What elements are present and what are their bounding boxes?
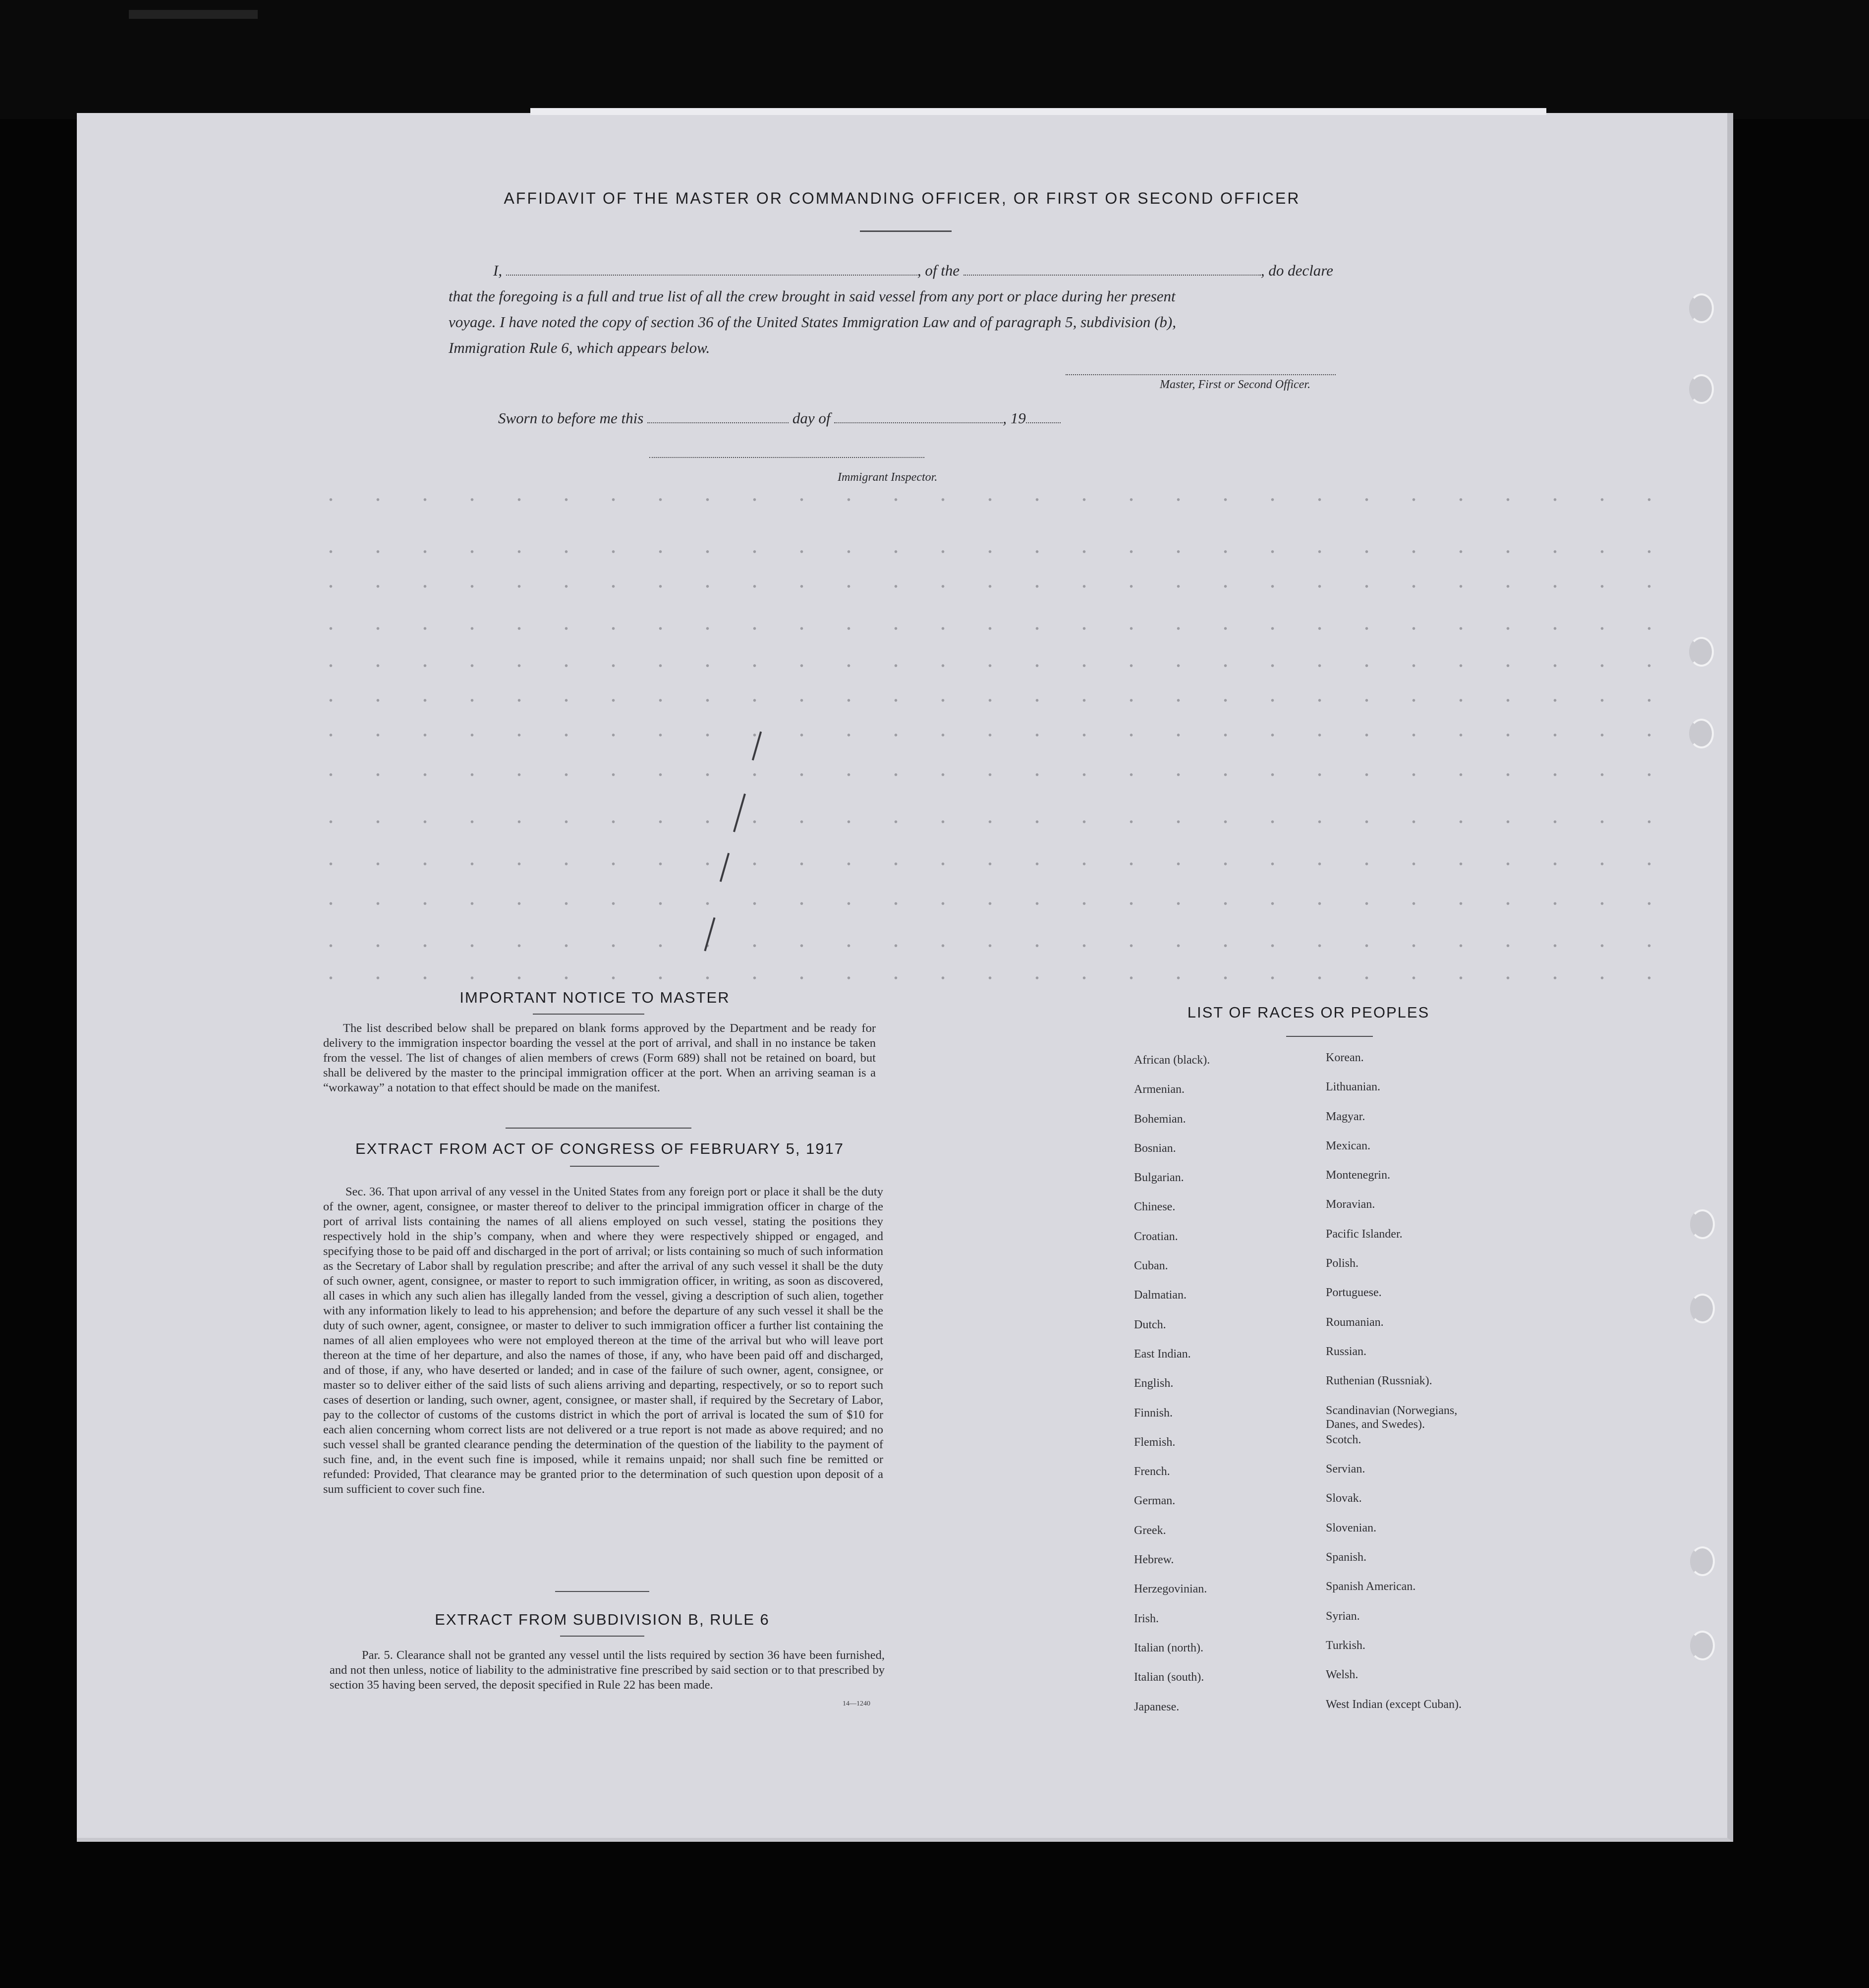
- binder-hole: [1689, 374, 1714, 404]
- scan-smudge: [129, 10, 258, 19]
- bleed-through-row: [307, 976, 1670, 979]
- race-item: Magyar.: [1326, 1110, 1365, 1123]
- race-item: Dalmatian.: [1134, 1289, 1187, 1302]
- declare-label: , do declare: [1260, 262, 1333, 279]
- races-column-1: [1134, 1053, 1303, 1729]
- race-item: Roumanian.: [1326, 1315, 1384, 1329]
- race-item: Spanish.: [1326, 1551, 1367, 1564]
- races-column-2: [1326, 1051, 1514, 1727]
- race-item: Slovak.: [1326, 1492, 1362, 1505]
- race-item: Lithuanian.: [1326, 1080, 1380, 1094]
- inspector-signature-label: Immigrant Inspector.: [838, 471, 938, 484]
- sworn-month-field[interactable]: [834, 410, 1003, 423]
- affidavit-i-label: I,: [493, 262, 503, 279]
- bleed-through-row: [307, 585, 1670, 588]
- affidavit-title: AFFIDAVIT OF THE MASTER OR COMMANDING OFFICER, OR FIRST OR SECOND OFFICER: [504, 189, 1301, 207]
- race-item: Slovenian.: [1326, 1521, 1376, 1534]
- binder-hole: [1690, 1294, 1715, 1323]
- race-item: Moravian.: [1326, 1198, 1375, 1211]
- race-item: Flemish.: [1134, 1435, 1176, 1449]
- bleed-through-row: [307, 820, 1670, 823]
- races-heading: LIST OF RACES OR PEOPLES: [1187, 1004, 1430, 1021]
- bleed-through-row: [307, 550, 1670, 553]
- race-item: Portuguese.: [1326, 1286, 1382, 1300]
- race-item: Welsh.: [1326, 1668, 1359, 1682]
- race-item: Japanese.: [1134, 1700, 1180, 1713]
- rule-extract-rule: [560, 1636, 644, 1637]
- race-item: Ruthenian (Russniak).: [1326, 1374, 1432, 1388]
- binder-hole: [1689, 719, 1714, 748]
- bleed-through-row: [307, 664, 1670, 667]
- affidavit-line-2: that the foregoing is a full and true list of all the crew brought in said vessel from any port or place during her present: [449, 287, 1176, 305]
- bleed-through-row: [307, 734, 1670, 737]
- master-signature-field[interactable]: [1066, 374, 1336, 375]
- race-item: Greek.: [1134, 1524, 1166, 1537]
- race-item: Bosnian.: [1134, 1141, 1176, 1155]
- race-item: Finnish.: [1134, 1406, 1173, 1420]
- race-item: Spanish American.: [1326, 1580, 1416, 1593]
- bleed-through-row: [307, 862, 1670, 865]
- of-the-label: , of the: [917, 262, 960, 279]
- race-item: West Indian (except Cuban).: [1326, 1698, 1462, 1711]
- races-rule: [1286, 1036, 1373, 1037]
- act-extract-rule: [570, 1166, 659, 1167]
- race-item: Mexican.: [1326, 1139, 1370, 1152]
- binder-hole: [1689, 637, 1714, 667]
- race-item: Scotch.: [1326, 1433, 1361, 1446]
- race-item: Cuban.: [1134, 1259, 1168, 1273]
- sworn-day-field[interactable]: [647, 410, 789, 423]
- bleed-through-row: [307, 902, 1670, 905]
- race-item: Armenian.: [1134, 1083, 1185, 1096]
- race-item: Bohemian.: [1134, 1112, 1186, 1126]
- race-item: Korean.: [1326, 1051, 1364, 1064]
- race-item: Italian (south).: [1134, 1671, 1204, 1684]
- sworn-label: Sworn to before me this: [498, 409, 644, 427]
- vessel-name-field[interactable]: [963, 263, 1261, 276]
- affidavit-line-3: voyage. I have noted the copy of section 36 of the United States Immigration Law and of paragraph 5, subdivision (b),: [449, 313, 1176, 331]
- race-item: Russian.: [1326, 1345, 1367, 1358]
- bleed-through-row: [307, 944, 1670, 947]
- sworn-line: [498, 409, 1061, 427]
- officer-name-field[interactable]: [506, 263, 917, 276]
- form-number: 14—1240: [843, 1700, 870, 1707]
- race-item: Turkish.: [1326, 1639, 1365, 1652]
- race-item: East Indian.: [1134, 1347, 1191, 1361]
- rule-extract-heading: EXTRACT FROM SUBDIVISION B, RULE 6: [435, 1611, 770, 1628]
- notice-divider: [506, 1128, 691, 1129]
- scan-background: [0, 0, 1869, 119]
- notice-text: The list described below shall be prepared on blank forms approved by the Department and be ready for delivery to the immigration inspector boarding the vessel at the port of arrival, and shall in no instance be taken from the vessel. The list of changes of alien members of crews (Form 689) shall not be retained on board, but shall be delivered by the master to the principal immigration officer at the port. When an arriving seaman is a “workaway” a notation to that effect should be made on the manifest.: [323, 1022, 876, 1094]
- affidavit-line-4: Immigration Rule 6, which appears below.: [449, 339, 710, 356]
- sworn-year-field[interactable]: [1026, 410, 1061, 423]
- race-item: Herzegovinian.: [1134, 1583, 1207, 1596]
- race-item: Chinese.: [1134, 1200, 1176, 1214]
- race-item: Pacific Islander.: [1326, 1227, 1403, 1241]
- race-item: English.: [1134, 1377, 1174, 1390]
- race-item: Italian (north).: [1134, 1641, 1203, 1654]
- inspector-signature-field[interactable]: [649, 457, 924, 458]
- race-item: Irish.: [1134, 1612, 1159, 1625]
- bleed-through-row: [307, 498, 1670, 501]
- act-extract-text: Sec. 36. That upon arrival of any vessel in the United States from any foreign port or place it shall be the duty of the owner, agent, consignee, or master thereof to deliver to the principal immigration officer in charge of the port of arrival lists containing the names of all aliens employed on such vessel, stating the positions they respectively hold in the ship’s company, when and where they were respectively shipped or engaged, and specifying those to be paid off and discharged in the port of arrival; or lists containing so much of such information as the Secretary of Labor shall by regulation prescribe; and after the arrival of any such vessel it shall be the duty of such owner, agent, consignee, or master to report to such immigration officer, in writing, as soon as discovered, all cases in which any such alien has illegally landed from the vessel, giving a description of such alien, together with any information likely to lead to his apprehension; and before the departure of any such vessel it shall be the duty of such owner, agent, consignee, or master to deliver to such immigration officer a further list containing the names of all alien employees who were not employed thereon at the time of the arrival but who will leave port thereon at the time of her departure, and also the names of those, if any, who have been paid off and discharged, and of those, if any, who have deserted or landed; and in case of the failure of such owner, agent, consignee, or master so to deliver either of the said lists of such aliens arriving and departing, respectively, or so to report such cases of desertion or landing, such owner, agent, consignee, or master shall, if required by the Secretary of Labor, pay to the collector of customs of the customs district in which the port of arrival is located the sum of $10 for each alien concerning whom correct lists are not delivered or a true report is not made as above required; and no such vessel shall be granted clearance pending the determination of the question of the liability to the payment of such fine, and, in the event such fine is imposed, while it remains unpaid; nor shall such fine be remitted or refunded: Provided, That clearance may be granted prior to the determination of such question upon deposit of a sum sufficient to cover such fine.: [323, 1185, 883, 1496]
- notice-rule: [533, 1014, 644, 1015]
- master-signature-label: Master, First or Second Officer.: [1160, 378, 1310, 391]
- race-item: Polish.: [1326, 1257, 1359, 1270]
- notice-heading: IMPORTANT NOTICE TO MASTER: [459, 989, 730, 1006]
- rule-extract-text: Par. 5. Clearance shall not be granted any vessel until the lists required by section 36 have been furnished, and not then unless, notice of liability to the administrative fine prescribed by said section or to that prescribed by section 35 having been served, the deposit specified in Rule 22 has been made.: [330, 1648, 885, 1692]
- binder-hole: [1690, 1209, 1715, 1239]
- race-item: Syrian.: [1326, 1609, 1360, 1623]
- binder-hole: [1689, 293, 1714, 323]
- affidavit-line-1: [493, 262, 1333, 280]
- title-rule: [860, 230, 952, 232]
- race-item: French.: [1134, 1465, 1170, 1478]
- day-of-label: day of: [792, 409, 831, 427]
- act-extract-divider: [555, 1591, 649, 1592]
- bleed-through-row: [307, 773, 1670, 776]
- race-item: Scandinavian (Norwegians, Danes, and Swedes).: [1326, 1404, 1458, 1431]
- race-item: Bulgarian.: [1134, 1171, 1184, 1185]
- race-item: Croatian.: [1134, 1230, 1178, 1243]
- binder-hole: [1690, 1546, 1715, 1576]
- act-extract-heading: EXTRACT FROM ACT OF CONGRESS OF FEBRUARY 5, 1917: [355, 1140, 845, 1157]
- year-prefix-label: , 19: [1003, 409, 1026, 427]
- race-item: German.: [1134, 1494, 1176, 1508]
- race-item: Servian.: [1326, 1463, 1365, 1476]
- race-item: African (black).: [1134, 1054, 1210, 1067]
- race-item: Montenegrin.: [1326, 1169, 1390, 1182]
- page-edge: [530, 108, 1546, 115]
- binder-hole: [1690, 1631, 1715, 1660]
- bleed-through-row: [307, 627, 1670, 630]
- race-item: Hebrew.: [1134, 1553, 1174, 1567]
- bleed-through-row: [307, 699, 1670, 702]
- race-item: Dutch.: [1134, 1318, 1166, 1331]
